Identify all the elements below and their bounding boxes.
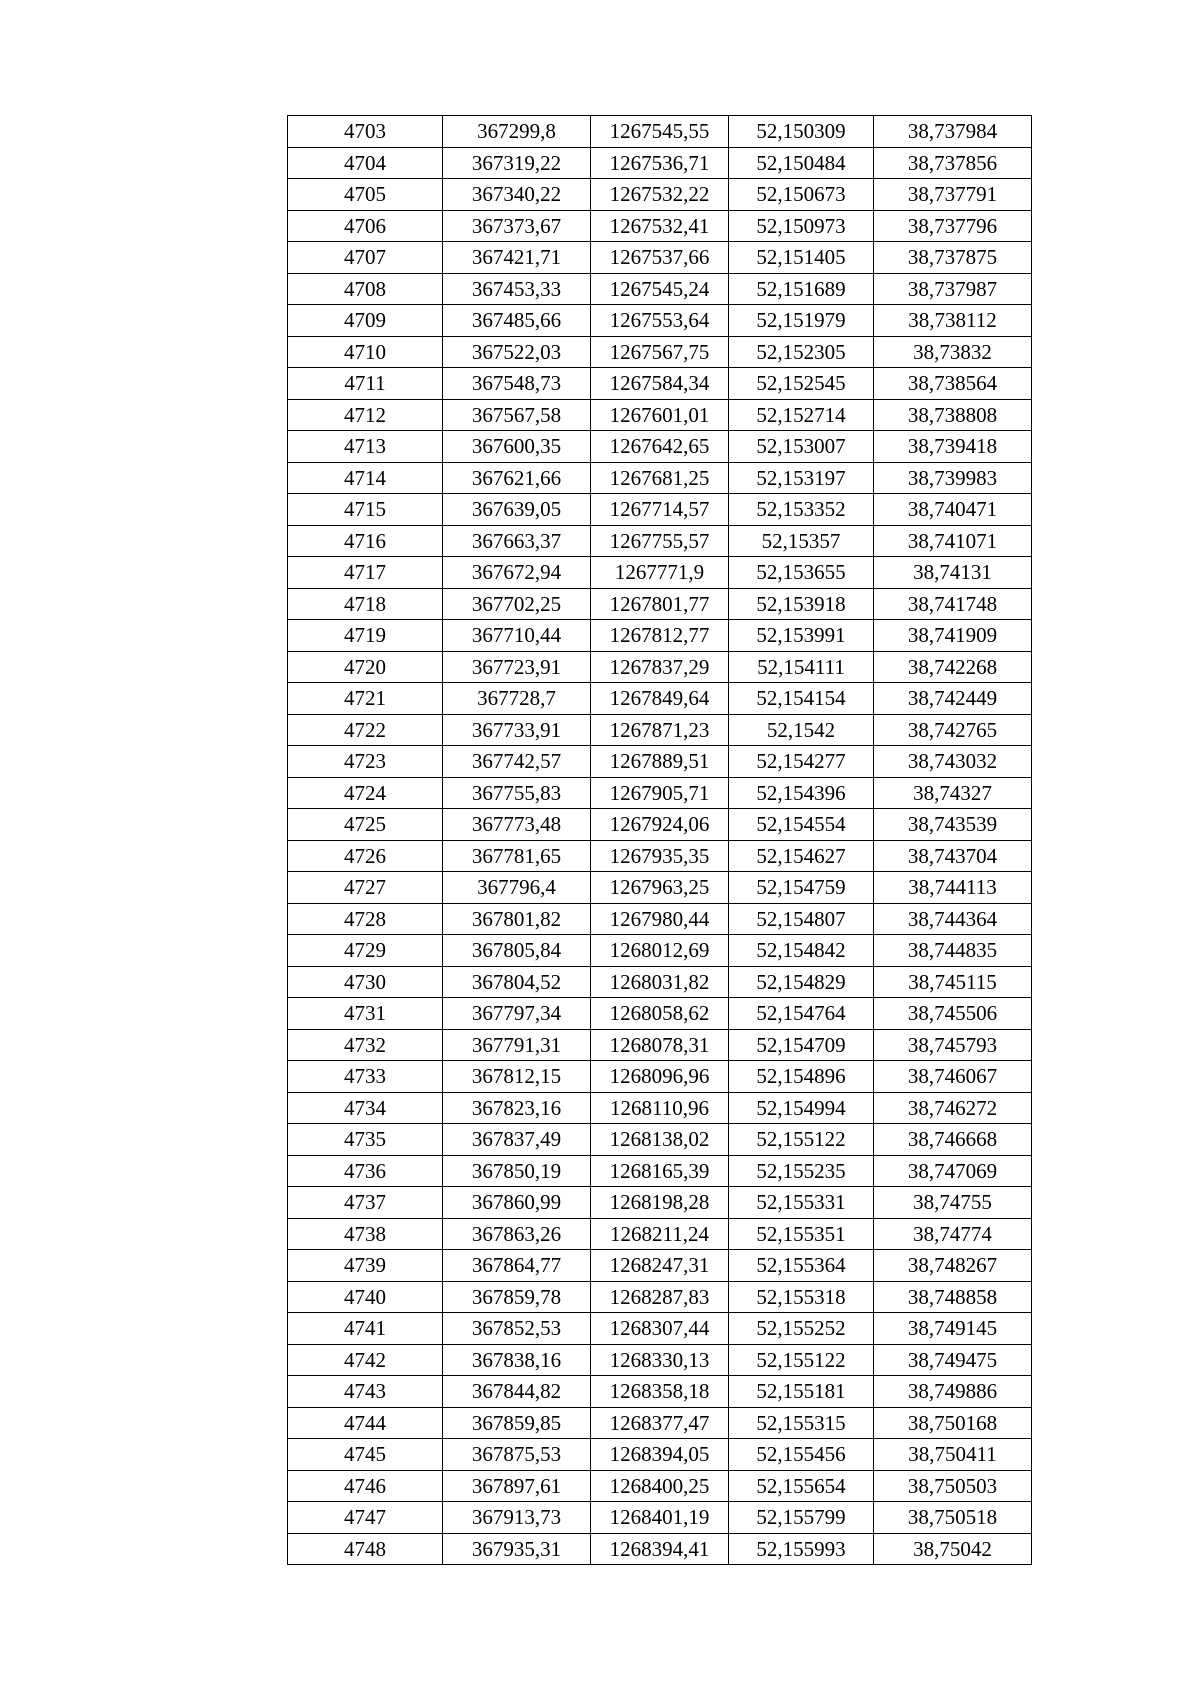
table-row bbox=[288, 935, 1032, 967]
latitude-cell: 52,154154 bbox=[729, 683, 874, 715]
y-coordinate-cell: 1267536,71 bbox=[591, 147, 729, 179]
x-coordinate-cell: 367548,73 bbox=[443, 368, 591, 400]
table-row bbox=[288, 872, 1032, 904]
longitude-cell: 38,73832 bbox=[874, 336, 1032, 368]
y-coordinate-cell: 1267801,77 bbox=[591, 588, 729, 620]
table-row bbox=[288, 1061, 1032, 1093]
longitude-cell: 38,749145 bbox=[874, 1313, 1032, 1345]
y-coordinate-cell: 1268165,39 bbox=[591, 1155, 729, 1187]
longitude-cell: 38,742449 bbox=[874, 683, 1032, 715]
point-number-cell: 4747 bbox=[288, 1502, 443, 1534]
x-coordinate-cell: 367373,67 bbox=[443, 210, 591, 242]
point-number-cell: 4730 bbox=[288, 966, 443, 998]
latitude-cell: 52,155252 bbox=[729, 1313, 874, 1345]
y-coordinate-cell: 1268287,83 bbox=[591, 1281, 729, 1313]
table-row bbox=[288, 525, 1032, 557]
latitude-cell: 52,155318 bbox=[729, 1281, 874, 1313]
x-coordinate-cell: 367797,34 bbox=[443, 998, 591, 1030]
y-coordinate-cell: 1268058,62 bbox=[591, 998, 729, 1030]
point-number-cell: 4740 bbox=[288, 1281, 443, 1313]
x-coordinate-cell: 367621,66 bbox=[443, 462, 591, 494]
table-row bbox=[288, 588, 1032, 620]
longitude-cell: 38,741909 bbox=[874, 620, 1032, 652]
longitude-cell: 38,748858 bbox=[874, 1281, 1032, 1313]
table-row bbox=[288, 620, 1032, 652]
latitude-cell: 52,151979 bbox=[729, 305, 874, 337]
table-row bbox=[288, 1187, 1032, 1219]
point-number-cell: 4720 bbox=[288, 651, 443, 683]
x-coordinate-cell: 367733,91 bbox=[443, 714, 591, 746]
longitude-cell: 38,744835 bbox=[874, 935, 1032, 967]
table-row bbox=[288, 840, 1032, 872]
y-coordinate-cell: 1267871,23 bbox=[591, 714, 729, 746]
table-row bbox=[288, 1092, 1032, 1124]
table-row bbox=[288, 714, 1032, 746]
y-coordinate-cell: 1267642,65 bbox=[591, 431, 729, 463]
y-coordinate-cell: 1268377,47 bbox=[591, 1407, 729, 1439]
x-coordinate-cell: 367773,48 bbox=[443, 809, 591, 841]
y-coordinate-cell: 1268198,28 bbox=[591, 1187, 729, 1219]
x-coordinate-cell: 367796,4 bbox=[443, 872, 591, 904]
latitude-cell: 52,150673 bbox=[729, 179, 874, 211]
x-coordinate-cell: 367860,99 bbox=[443, 1187, 591, 1219]
x-coordinate-cell: 367812,15 bbox=[443, 1061, 591, 1093]
longitude-cell: 38,740471 bbox=[874, 494, 1032, 526]
y-coordinate-cell: 1268138,02 bbox=[591, 1124, 729, 1156]
point-number-cell: 4728 bbox=[288, 903, 443, 935]
latitude-cell: 52,154829 bbox=[729, 966, 874, 998]
latitude-cell: 52,155122 bbox=[729, 1344, 874, 1376]
table-row bbox=[288, 1281, 1032, 1313]
x-coordinate-cell: 367453,33 bbox=[443, 273, 591, 305]
x-coordinate-cell: 367663,37 bbox=[443, 525, 591, 557]
latitude-cell: 52,153007 bbox=[729, 431, 874, 463]
x-coordinate-cell: 367864,77 bbox=[443, 1250, 591, 1282]
point-number-cell: 4710 bbox=[288, 336, 443, 368]
longitude-cell: 38,74774 bbox=[874, 1218, 1032, 1250]
y-coordinate-cell: 1267567,75 bbox=[591, 336, 729, 368]
latitude-cell: 52,155351 bbox=[729, 1218, 874, 1250]
point-number-cell: 4708 bbox=[288, 273, 443, 305]
longitude-cell: 38,749475 bbox=[874, 1344, 1032, 1376]
latitude-cell: 52,150484 bbox=[729, 147, 874, 179]
point-number-cell: 4723 bbox=[288, 746, 443, 778]
latitude-cell: 52,1542 bbox=[729, 714, 874, 746]
y-coordinate-cell: 1267532,22 bbox=[591, 179, 729, 211]
latitude-cell: 52,154759 bbox=[729, 872, 874, 904]
x-coordinate-cell: 367710,44 bbox=[443, 620, 591, 652]
point-number-cell: 4732 bbox=[288, 1029, 443, 1061]
y-coordinate-cell: 1267963,25 bbox=[591, 872, 729, 904]
table-row bbox=[288, 116, 1032, 148]
latitude-cell: 52,153991 bbox=[729, 620, 874, 652]
x-coordinate-cell: 367863,26 bbox=[443, 1218, 591, 1250]
table-row bbox=[288, 777, 1032, 809]
point-number-cell: 4722 bbox=[288, 714, 443, 746]
y-coordinate-cell: 1267601,01 bbox=[591, 399, 729, 431]
table-row bbox=[288, 462, 1032, 494]
x-coordinate-cell: 367600,35 bbox=[443, 431, 591, 463]
longitude-cell: 38,739983 bbox=[874, 462, 1032, 494]
point-number-cell: 4744 bbox=[288, 1407, 443, 1439]
longitude-cell: 38,737796 bbox=[874, 210, 1032, 242]
x-coordinate-cell: 367844,82 bbox=[443, 1376, 591, 1408]
latitude-cell: 52,155993 bbox=[729, 1533, 874, 1565]
table-row bbox=[288, 557, 1032, 589]
point-number-cell: 4736 bbox=[288, 1155, 443, 1187]
longitude-cell: 38,749886 bbox=[874, 1376, 1032, 1408]
longitude-cell: 38,750518 bbox=[874, 1502, 1032, 1534]
longitude-cell: 38,75042 bbox=[874, 1533, 1032, 1565]
x-coordinate-cell: 367823,16 bbox=[443, 1092, 591, 1124]
point-number-cell: 4709 bbox=[288, 305, 443, 337]
point-number-cell: 4726 bbox=[288, 840, 443, 872]
point-number-cell: 4717 bbox=[288, 557, 443, 589]
point-number-cell: 4706 bbox=[288, 210, 443, 242]
latitude-cell: 52,155364 bbox=[729, 1250, 874, 1282]
x-coordinate-cell: 367702,25 bbox=[443, 588, 591, 620]
y-coordinate-cell: 1267714,57 bbox=[591, 494, 729, 526]
x-coordinate-cell: 367859,85 bbox=[443, 1407, 591, 1439]
latitude-cell: 52,155799 bbox=[729, 1502, 874, 1534]
longitude-cell: 38,737875 bbox=[874, 242, 1032, 274]
x-coordinate-cell: 367804,52 bbox=[443, 966, 591, 998]
point-number-cell: 4738 bbox=[288, 1218, 443, 1250]
table-row bbox=[288, 242, 1032, 274]
x-coordinate-cell: 367852,53 bbox=[443, 1313, 591, 1345]
x-coordinate-cell: 367837,49 bbox=[443, 1124, 591, 1156]
point-number-cell: 4725 bbox=[288, 809, 443, 841]
coordinates-table-body bbox=[288, 116, 1032, 1565]
y-coordinate-cell: 1267889,51 bbox=[591, 746, 729, 778]
longitude-cell: 38,745793 bbox=[874, 1029, 1032, 1061]
point-number-cell: 4745 bbox=[288, 1439, 443, 1471]
y-coordinate-cell: 1267553,64 bbox=[591, 305, 729, 337]
y-coordinate-cell: 1267537,66 bbox=[591, 242, 729, 274]
longitude-cell: 38,743539 bbox=[874, 809, 1032, 841]
point-number-cell: 4705 bbox=[288, 179, 443, 211]
longitude-cell: 38,737791 bbox=[874, 179, 1032, 211]
point-number-cell: 4714 bbox=[288, 462, 443, 494]
x-coordinate-cell: 367742,57 bbox=[443, 746, 591, 778]
x-coordinate-cell: 367485,66 bbox=[443, 305, 591, 337]
point-number-cell: 4707 bbox=[288, 242, 443, 274]
latitude-cell: 52,155456 bbox=[729, 1439, 874, 1471]
x-coordinate-cell: 367805,84 bbox=[443, 935, 591, 967]
table-row bbox=[288, 1218, 1032, 1250]
table-row bbox=[288, 966, 1032, 998]
table-row bbox=[288, 179, 1032, 211]
longitude-cell: 38,744113 bbox=[874, 872, 1032, 904]
point-number-cell: 4743 bbox=[288, 1376, 443, 1408]
point-number-cell: 4703 bbox=[288, 116, 443, 148]
point-number-cell: 4735 bbox=[288, 1124, 443, 1156]
y-coordinate-cell: 1268110,96 bbox=[591, 1092, 729, 1124]
x-coordinate-cell: 367672,94 bbox=[443, 557, 591, 589]
latitude-cell: 52,154554 bbox=[729, 809, 874, 841]
x-coordinate-cell: 367567,58 bbox=[443, 399, 591, 431]
point-number-cell: 4746 bbox=[288, 1470, 443, 1502]
x-coordinate-cell: 367838,16 bbox=[443, 1344, 591, 1376]
table-row bbox=[288, 998, 1032, 1030]
point-number-cell: 4741 bbox=[288, 1313, 443, 1345]
x-coordinate-cell: 367755,83 bbox=[443, 777, 591, 809]
x-coordinate-cell: 367897,61 bbox=[443, 1470, 591, 1502]
y-coordinate-cell: 1268394,41 bbox=[591, 1533, 729, 1565]
latitude-cell: 52,155331 bbox=[729, 1187, 874, 1219]
latitude-cell: 52,153197 bbox=[729, 462, 874, 494]
point-number-cell: 4731 bbox=[288, 998, 443, 1030]
x-coordinate-cell: 367522,03 bbox=[443, 336, 591, 368]
latitude-cell: 52,152714 bbox=[729, 399, 874, 431]
point-number-cell: 4748 bbox=[288, 1533, 443, 1565]
y-coordinate-cell: 1268358,18 bbox=[591, 1376, 729, 1408]
latitude-cell: 52,154277 bbox=[729, 746, 874, 778]
table-row bbox=[288, 1502, 1032, 1534]
point-number-cell: 4713 bbox=[288, 431, 443, 463]
latitude-cell: 52,154627 bbox=[729, 840, 874, 872]
y-coordinate-cell: 1268031,82 bbox=[591, 966, 729, 998]
y-coordinate-cell: 1268400,25 bbox=[591, 1470, 729, 1502]
y-coordinate-cell: 1268211,24 bbox=[591, 1218, 729, 1250]
x-coordinate-cell: 367859,78 bbox=[443, 1281, 591, 1313]
latitude-cell: 52,150973 bbox=[729, 210, 874, 242]
table-row bbox=[288, 399, 1032, 431]
table-row bbox=[288, 746, 1032, 778]
longitude-cell: 38,739418 bbox=[874, 431, 1032, 463]
latitude-cell: 52,154111 bbox=[729, 651, 874, 683]
latitude-cell: 52,154764 bbox=[729, 998, 874, 1030]
longitude-cell: 38,737987 bbox=[874, 273, 1032, 305]
longitude-cell: 38,741748 bbox=[874, 588, 1032, 620]
y-coordinate-cell: 1268078,31 bbox=[591, 1029, 729, 1061]
longitude-cell: 38,74131 bbox=[874, 557, 1032, 589]
longitude-cell: 38,738808 bbox=[874, 399, 1032, 431]
longitude-cell: 38,743032 bbox=[874, 746, 1032, 778]
table-row bbox=[288, 273, 1032, 305]
x-coordinate-cell: 367875,53 bbox=[443, 1439, 591, 1471]
point-number-cell: 4712 bbox=[288, 399, 443, 431]
latitude-cell: 52,153918 bbox=[729, 588, 874, 620]
table-row bbox=[288, 683, 1032, 715]
x-coordinate-cell: 367639,05 bbox=[443, 494, 591, 526]
coordinates-table bbox=[287, 115, 1032, 1565]
longitude-cell: 38,74327 bbox=[874, 777, 1032, 809]
y-coordinate-cell: 1268330,13 bbox=[591, 1344, 729, 1376]
longitude-cell: 38,746668 bbox=[874, 1124, 1032, 1156]
y-coordinate-cell: 1268401,19 bbox=[591, 1502, 729, 1534]
y-coordinate-cell: 1267545,55 bbox=[591, 116, 729, 148]
table-row bbox=[288, 147, 1032, 179]
y-coordinate-cell: 1267584,34 bbox=[591, 368, 729, 400]
latitude-cell: 52,151689 bbox=[729, 273, 874, 305]
point-number-cell: 4716 bbox=[288, 525, 443, 557]
point-number-cell: 4739 bbox=[288, 1250, 443, 1282]
longitude-cell: 38,744364 bbox=[874, 903, 1032, 935]
longitude-cell: 38,750168 bbox=[874, 1407, 1032, 1439]
point-number-cell: 4711 bbox=[288, 368, 443, 400]
table-row bbox=[288, 651, 1032, 683]
x-coordinate-cell: 367319,22 bbox=[443, 147, 591, 179]
point-number-cell: 4733 bbox=[288, 1061, 443, 1093]
y-coordinate-cell: 1267532,41 bbox=[591, 210, 729, 242]
point-number-cell: 4718 bbox=[288, 588, 443, 620]
longitude-cell: 38,750411 bbox=[874, 1439, 1032, 1471]
latitude-cell: 52,153352 bbox=[729, 494, 874, 526]
y-coordinate-cell: 1267980,44 bbox=[591, 903, 729, 935]
y-coordinate-cell: 1267771,9 bbox=[591, 557, 729, 589]
x-coordinate-cell: 367728,7 bbox=[443, 683, 591, 715]
y-coordinate-cell: 1267905,71 bbox=[591, 777, 729, 809]
table-row bbox=[288, 1533, 1032, 1565]
longitude-cell: 38,746067 bbox=[874, 1061, 1032, 1093]
latitude-cell: 52,154842 bbox=[729, 935, 874, 967]
y-coordinate-cell: 1268012,69 bbox=[591, 935, 729, 967]
latitude-cell: 52,152545 bbox=[729, 368, 874, 400]
longitude-cell: 38,746272 bbox=[874, 1092, 1032, 1124]
table-row bbox=[288, 903, 1032, 935]
longitude-cell: 38,745506 bbox=[874, 998, 1032, 1030]
longitude-cell: 38,74755 bbox=[874, 1187, 1032, 1219]
y-coordinate-cell: 1267812,77 bbox=[591, 620, 729, 652]
latitude-cell: 52,154994 bbox=[729, 1092, 874, 1124]
y-coordinate-cell: 1267837,29 bbox=[591, 651, 729, 683]
y-coordinate-cell: 1267545,24 bbox=[591, 273, 729, 305]
y-coordinate-cell: 1267755,57 bbox=[591, 525, 729, 557]
latitude-cell: 52,154896 bbox=[729, 1061, 874, 1093]
table-row bbox=[288, 431, 1032, 463]
y-coordinate-cell: 1268247,31 bbox=[591, 1250, 729, 1282]
x-coordinate-cell: 367791,31 bbox=[443, 1029, 591, 1061]
latitude-cell: 52,15357 bbox=[729, 525, 874, 557]
latitude-cell: 52,154709 bbox=[729, 1029, 874, 1061]
latitude-cell: 52,153655 bbox=[729, 557, 874, 589]
point-number-cell: 4704 bbox=[288, 147, 443, 179]
table-row bbox=[288, 210, 1032, 242]
y-coordinate-cell: 1268307,44 bbox=[591, 1313, 729, 1345]
x-coordinate-cell: 367935,31 bbox=[443, 1533, 591, 1565]
point-number-cell: 4724 bbox=[288, 777, 443, 809]
x-coordinate-cell: 367340,22 bbox=[443, 179, 591, 211]
latitude-cell: 52,150309 bbox=[729, 116, 874, 148]
longitude-cell: 38,738112 bbox=[874, 305, 1032, 337]
point-number-cell: 4737 bbox=[288, 1187, 443, 1219]
table-row bbox=[288, 1376, 1032, 1408]
point-number-cell: 4721 bbox=[288, 683, 443, 715]
y-coordinate-cell: 1267681,25 bbox=[591, 462, 729, 494]
table-row bbox=[288, 1470, 1032, 1502]
x-coordinate-cell: 367421,71 bbox=[443, 242, 591, 274]
table-row bbox=[288, 1250, 1032, 1282]
longitude-cell: 38,743704 bbox=[874, 840, 1032, 872]
longitude-cell: 38,738564 bbox=[874, 368, 1032, 400]
x-coordinate-cell: 367801,82 bbox=[443, 903, 591, 935]
x-coordinate-cell: 367723,91 bbox=[443, 651, 591, 683]
longitude-cell: 38,737856 bbox=[874, 147, 1032, 179]
y-coordinate-cell: 1267924,06 bbox=[591, 809, 729, 841]
longitude-cell: 38,747069 bbox=[874, 1155, 1032, 1187]
latitude-cell: 52,155654 bbox=[729, 1470, 874, 1502]
longitude-cell: 38,742268 bbox=[874, 651, 1032, 683]
table-row bbox=[288, 336, 1032, 368]
y-coordinate-cell: 1268096,96 bbox=[591, 1061, 729, 1093]
table-row bbox=[288, 1124, 1032, 1156]
x-coordinate-cell: 367913,73 bbox=[443, 1502, 591, 1534]
table-row bbox=[288, 1344, 1032, 1376]
longitude-cell: 38,741071 bbox=[874, 525, 1032, 557]
table-row bbox=[288, 809, 1032, 841]
point-number-cell: 4719 bbox=[288, 620, 443, 652]
table-row bbox=[288, 1439, 1032, 1471]
longitude-cell: 38,742765 bbox=[874, 714, 1032, 746]
longitude-cell: 38,737984 bbox=[874, 116, 1032, 148]
y-coordinate-cell: 1268394,05 bbox=[591, 1439, 729, 1471]
y-coordinate-cell: 1267849,64 bbox=[591, 683, 729, 715]
point-number-cell: 4734 bbox=[288, 1092, 443, 1124]
table-row bbox=[288, 1407, 1032, 1439]
x-coordinate-cell: 367781,65 bbox=[443, 840, 591, 872]
latitude-cell: 52,155122 bbox=[729, 1124, 874, 1156]
point-number-cell: 4715 bbox=[288, 494, 443, 526]
table-row bbox=[288, 305, 1032, 337]
longitude-cell: 38,750503 bbox=[874, 1470, 1032, 1502]
point-number-cell: 4742 bbox=[288, 1344, 443, 1376]
y-coordinate-cell: 1267935,35 bbox=[591, 840, 729, 872]
x-coordinate-cell: 367850,19 bbox=[443, 1155, 591, 1187]
latitude-cell: 52,154396 bbox=[729, 777, 874, 809]
table-row bbox=[288, 368, 1032, 400]
latitude-cell: 52,155235 bbox=[729, 1155, 874, 1187]
table-row bbox=[288, 1313, 1032, 1345]
point-number-cell: 4727 bbox=[288, 872, 443, 904]
latitude-cell: 52,151405 bbox=[729, 242, 874, 274]
longitude-cell: 38,745115 bbox=[874, 966, 1032, 998]
longitude-cell: 38,748267 bbox=[874, 1250, 1032, 1282]
x-coordinate-cell: 367299,8 bbox=[443, 116, 591, 148]
point-number-cell: 4729 bbox=[288, 935, 443, 967]
table-row bbox=[288, 494, 1032, 526]
table-row bbox=[288, 1155, 1032, 1187]
latitude-cell: 52,155181 bbox=[729, 1376, 874, 1408]
latitude-cell: 52,154807 bbox=[729, 903, 874, 935]
table-row bbox=[288, 1029, 1032, 1061]
latitude-cell: 52,155315 bbox=[729, 1407, 874, 1439]
latitude-cell: 52,152305 bbox=[729, 336, 874, 368]
